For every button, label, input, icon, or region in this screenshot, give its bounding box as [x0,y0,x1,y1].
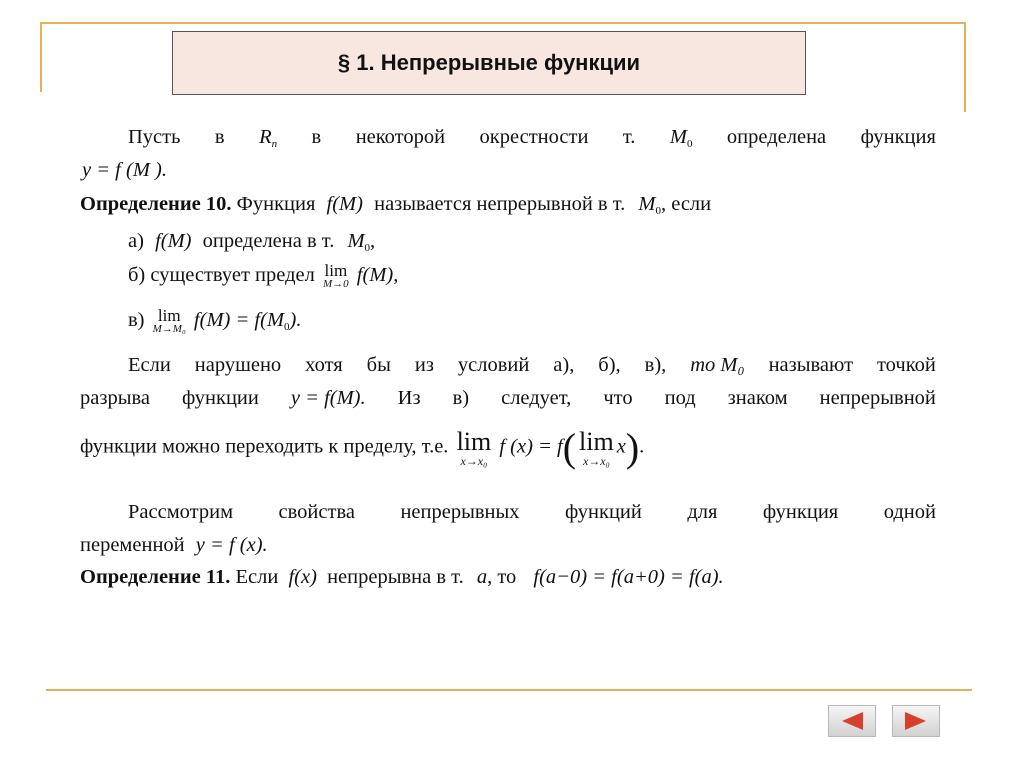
paragraph-2-line-2 [80,385,936,411]
text-word: Рассмотрим [128,501,234,523]
slide-title [172,31,806,95]
text-word: в [214,126,225,148]
paragraph-1-line-1 [128,124,936,157]
text-word: разрыва [80,387,150,409]
text-word: функция [860,126,936,148]
text-word: бы [366,354,391,376]
text-word: условий [457,354,530,376]
text-word: функций [565,501,642,523]
text-word: знаком [727,387,788,409]
text-word: y = f(M). [290,387,366,409]
text-word: то M₀ [690,354,745,376]
text-word: для [687,501,718,523]
text-word: непрерывной [819,387,936,409]
text-word: Из [397,387,421,409]
footer-divider [46,689,972,691]
math-a: a [476,566,488,588]
paragraph-1-line-2: y = f (M ). [82,159,167,181]
frame-top-border [40,22,966,24]
text-word: из [414,354,434,376]
slide-title-text: § 1. Непрерывные функции [337,50,641,75]
math-one-sided-limits: f(a−0) = f(a+0) = f(a). [533,566,724,588]
math-fx: f (x) = f [499,435,563,458]
math-R: Rn [259,126,278,150]
text-word: б), [598,354,621,376]
math-M0: $M_0$ [347,230,371,254]
text-word: следует, [501,387,572,409]
text-word: некоторой [355,126,446,148]
text-word: под [664,387,696,409]
definition-11: Определение 11. Если f(x) непрерывна в т. a, то f(a−0) = f(a+0) = f(a). [80,566,724,588]
math-continuity-equation: $f(M) = f(M_0)$. [193,309,302,333]
text-word: функция [762,501,839,523]
text-word: в) [452,387,470,409]
math-M0: $M_0$ [638,193,661,217]
paragraph-3-line-2: переменной y = f (x). [80,534,268,556]
text-word: нарушено [194,354,282,376]
condition-a: а) f(M) определена в т. $M_0$, [128,230,376,254]
next-slide-button[interactable] [892,705,940,737]
text-word: окрестности [479,126,589,148]
text-word: в), [644,354,667,376]
math-fM: f(M) [326,193,363,215]
big-right-paren: ) [625,425,640,470]
left-arrow-icon [839,710,865,732]
definition-11-label: Определение 11. [80,566,231,588]
definition-10: Определение 10. Функция f(M) называется непрерывной в т. $M_0$, если [80,193,712,217]
text-word: т. [622,126,636,148]
frame-left-border [40,22,42,92]
condition-c: в) lim M→M₀ $f(M) = f(M_0)$. [128,306,302,336]
text-word: непрерывных [400,501,520,523]
text-word: что [603,387,633,409]
text-word: Если [128,354,171,376]
math-fx: f(x) [288,566,317,588]
text-word: определена [726,126,827,148]
text-word: в [311,126,322,148]
paragraph-2-line-1 [128,352,936,378]
limit-operator: lim M→0 [323,261,349,291]
previous-slide-button[interactable] [828,705,876,737]
condition-b: б) существует предел lim M→0 f(M), [128,261,399,291]
limit-operator: lim x→x₀ [456,427,492,468]
paragraph-2-line-3: функции можно переходить к пределу, т.е. lim x→x₀ f (x) = f( lim x→x₀ x). [80,425,645,470]
frame-right-border [964,22,966,112]
big-left-paren: ( [562,425,577,470]
text-word: хотя [305,354,343,376]
math-M0: $M_0$ [669,126,693,150]
math-y-fx: y = f (x). [195,534,268,556]
text-word: одной [883,501,936,523]
text-word: называют [768,354,854,376]
math-x: x [616,435,626,458]
limit-operator: lim x→x₀ [579,427,614,468]
text-word: а), [553,354,575,376]
text-word: Пусть [128,126,181,148]
text-word: функции [182,387,259,409]
text-word: свойства [278,501,355,523]
math-fM: f(M) [356,264,394,286]
right-arrow-icon [903,710,929,732]
paragraph-3-line-1 [128,499,936,525]
limit-operator: lim M→M₀ [152,306,186,336]
text-word: точкой [876,354,936,376]
definition-10-label: Определение 10. [80,193,232,215]
math-fM: f(M) [155,230,192,252]
